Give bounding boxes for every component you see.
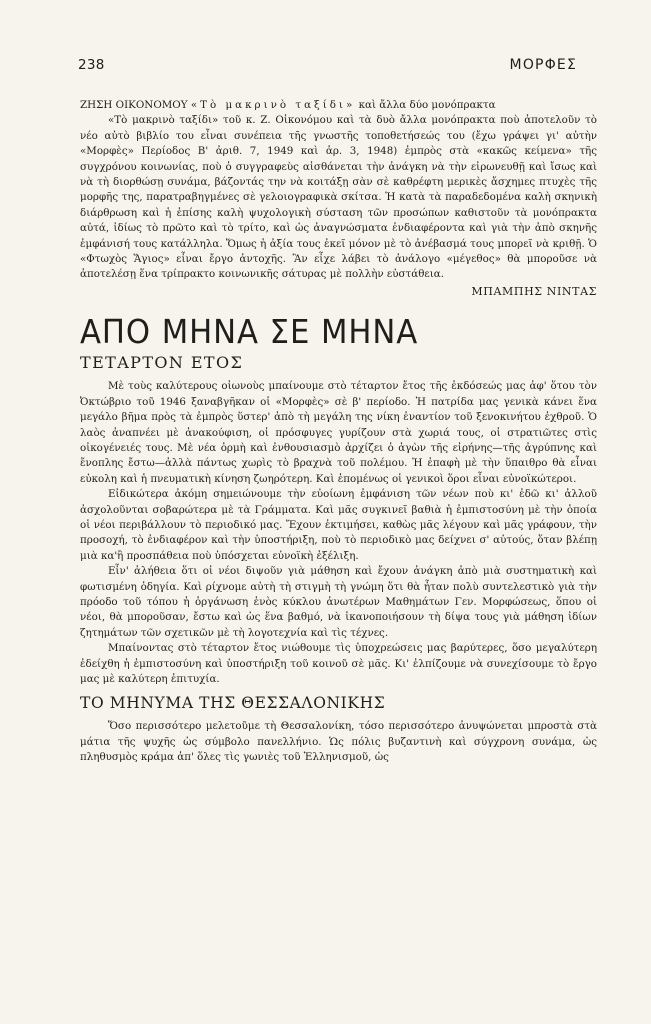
page-header bbox=[78, 57, 577, 73]
body-paragraph: Μπαίνοντας στὸ τέταρτον ἔτος νιώθουμε τὶς ὑποχρεώσεις μας βαρύτερες, ὅσο μεγαλύτερη ἐδείχθη ἡ ἐμπιστοσύνη καὶ ὑποστήριξη τοῦ κοινοῦ σὲ μᾶς. Κι' ἐλπίζουμε νὰ συνεχίσουμε τὸ ἔργο μας μὲ καλύτερη ἐπιτυχία. bbox=[80, 642, 597, 685]
review-title bbox=[80, 98, 597, 113]
page-number: 238 bbox=[78, 57, 105, 73]
section-subheading: ΤΕΤΑΡΤΟΝ ΕΤΟΣ bbox=[80, 353, 244, 373]
text-column bbox=[80, 98, 597, 766]
review-body: «Τὸ μακρινὸ ταξίδι» τοῦ κ. Ζ. Οἰκονόμου καὶ τὰ δυὸ ἄλλα μονόπρακτα ποὺ ἀποτελοῦν τὸ νέο αὐτὸ βιβλίο του εἶναι συνέπεια τῆς γνωστῆς τοποθετήσεώς του (ἔχω γράψει γι' αὐτὴν «Μορφὲς» Περίοδος Β' ἀριθ. 7, 1949 καὶ ἀρ. 3, 1948) ἐμπρὸς στὰ «κακῶς κείμενα» τῆς συγχρόνου κοινωνίας, ποὺ ὁ συγγραφεὺς αἰσθάνεται τὴν ἀνάγκη νὰ τὴν εἰρωνευθῇ καὶ ἴσως καὶ νὰ τὴ διορθώσῃ συνάμα, βάζοντάς την νὰ κοιτάξῃ σὰν σὲ καθρέφτη μερικὲς ἄσχημες πτυχὲς τῆς μορφῆς της, παρατραβηγμένες σὲ γελοιογραφικὰ σκίτσα. Ἡ κατὰ τὰ παραδεδομένα καλὴ σκηνικὴ διάρθρωση καὶ ἡ ἐπίσης καλὴ ψυχολογικὴ σύσταση τῶν προσώπων καθιστοῦν τὰ μονόπρακτα αὐτά, ἰδίως τὸ πρῶτο καὶ τὸ τρίτο, καὶ ὡς ἀναγνώσματα ἐνδιαφέροντα καὶ γιὰ τὴν ἀπὸ σκηνῆς ἐμφάνισή τους κατάλληλα. Ὅμως ἡ ἀξία τους ἐκεῖ μόνον μὲ τὸ ἀνέβασμά τους μπορεῖ νὰ κριθῇ. Ὁ «Φτωχὸς Ἅγιος» εἶναι ἔργο ἀντοχῆς. Ἂν εἶχε λάβει τὸ ἀνάλογο «μέγεθος» θὰ μποροῦσε νὰ ἀποτελέσῃ ἕνα τρίπρακτο κοινωνικῆς σάτυρας μὲ πολλὴν εὐστάθεια. bbox=[80, 114, 597, 281]
review-author-name: ΖΗΣΗ ΟΙΚΟΝΟΜΟΥ bbox=[80, 99, 188, 111]
review-work-title: «Τὸ μακρινὸ ταξίδι» bbox=[190, 99, 356, 111]
section-heading: ΑΠΟ ΜΗΝΑ ΣΕ ΜΗΝΑ bbox=[80, 312, 419, 352]
running-head: ΜΟΡΦΕΣ bbox=[509, 57, 577, 73]
section2-heading: ΤΟ ΜΗΝΥΜΑ ΤΗΣ ΘΕΣΣΑΛΟΝΙΚΗΣ bbox=[80, 694, 386, 713]
body-paragraph: Εἰδικώτερα ἀκόμη σημειώνουμε τὴν εὐοίωνη ἐμφάνιση τῶν νέων ποὺ κι' ἐδῶ κι' ἀλλοῦ ἀσχολοῦνται σοβαρώτερα μὲ τὰ Γράμματα. Καὶ μᾶς συγκινεῖ βαθιὰ ἡ ἐμπιστοσύνη μὲ τὴν ὁποία οἱ νέοι περιβάλλουν τὸ περιοδικό μας. Ἔχουν ἐκτιμήσει, καθὼς μᾶς λέγουν καὶ μᾶς γράφουν, τὴν προσοχή, τὸ ἐνδιαφέρον καὶ τὴν ὑποστήριξη, ποὺ τὸ περιοδικὸ μας δείχνει σ' αὐτούς, ὅταν βλέπῃ μιὰ κα'ἢ προσπάθεια ποὺ ὑπόσχεται εὐνοϊκὴ ἐξέλιξη. bbox=[80, 488, 597, 562]
section2-paragraph: Ὅσο περισσότερο μελετοῦμε τὴ Θεσσαλονίκη, τόσο περισσότερο ἀνυψώνεται μπροστὰ στὰ μάτια τῆς ψυχῆς ὡς σύμβολο πανελλήνιο. Ὡς πόλις βυζαντινὴ καὶ σύγχρονη συνάμα, ὡς πληθυσμὸς κράμα ἀπ' ὅλες τὶς γωνιὲς τοῦ Ἑλληνισμοῦ, ὡς bbox=[80, 720, 597, 764]
review-signature: ΜΠΑΜΠΗΣ ΝΙΝΤΑΣ bbox=[471, 284, 597, 298]
review-title-rest: καὶ ἄλλα δύο μονόπρακτα bbox=[358, 99, 496, 111]
body-paragraph: Μὲ τοὺς καλύτερους οἰωνοὺς μπαίνουμε στὸ τέταρτον ἔτος τῆς ἐκδόσεώς μας ἀφ' ὅτου τὸν Ὀκτώβριο τοῦ 1946 ξαναβγῆκαν οἱ «Μορφὲς» σὲ β' περίοδο. Ἡ πατρίδα μας γενικὰ κάνει ἕνα μεγάλο βῆμα πρὸς τὰ ἐμπρὸς ὕστερ' ἀπὸ τὴ μεγάλη της νίκη ἐναντίον τοῦ ξενοκινήτου ἐχθροῦ. Ὁ λαὸς ἀναπνέει μὲ ἀνακούφιση, οἱ πρόσφυγες γυρίζουν στὰ χωριά τους, οἱ στρατιῶτες στὶς οἰκογένειές τους. Μὲ νέα ὁρμὴ καὶ ἐνθουσιασμὸ ἀρχίζει ὁ ἀγὼν τῆς εἰρήνης—τῆς ἀγρύπνης καὶ ἔνοπλης ἔστω—ἀλλὰ πάντως χωρὶς τὸ βραχνὰ τοῦ πολέμου. Ἡ ἐπαφὴ μὲ τὴν ὕπαιθρο θὰ εἶναι εὐκολη καὶ ἡ πνευματικὴ κίνηση ζωηρότερη. Καὶ ἑπομένως οἱ γενικοὶ ὅροι εἶναι εὐνοϊκώτεροι. bbox=[80, 380, 597, 485]
body-paragraph: Εἶν' ἀλήθεια ὅτι οἱ νέοι διψοῦν γιὰ μάθηση καὶ ἔχουν ἀνάγκη ἀπὸ μιὰ συστηματικὴ καὶ φωτισμένη ὁδηγία. Καὶ ρίχνομε αὐτὴ τὴ στιγμὴ τὴ γνώμη ὅτι θὰ ἦταν πολὺ συντελεστικὸ γιὰ τὴν πρόοδο τοῦ τόπου ἡ ὀργάνωση ἑνὸς κύκλου ἀνωτέρων Μαθημάτων Γεν. Μορφώσεως, ὅπου οἱ νέοι, θὰ μποροῦσαν, ἔστω καὶ ὡς ἕνα βαθμό, νὰ ἱκανοποιήσουν τὴ δίψα τους γιὰ μάθηση ἰδίων ζητημάτων τῶν σχετικῶν μὲ τὴ λογοτεχνία καὶ τὶς τέχνες. bbox=[80, 565, 597, 639]
